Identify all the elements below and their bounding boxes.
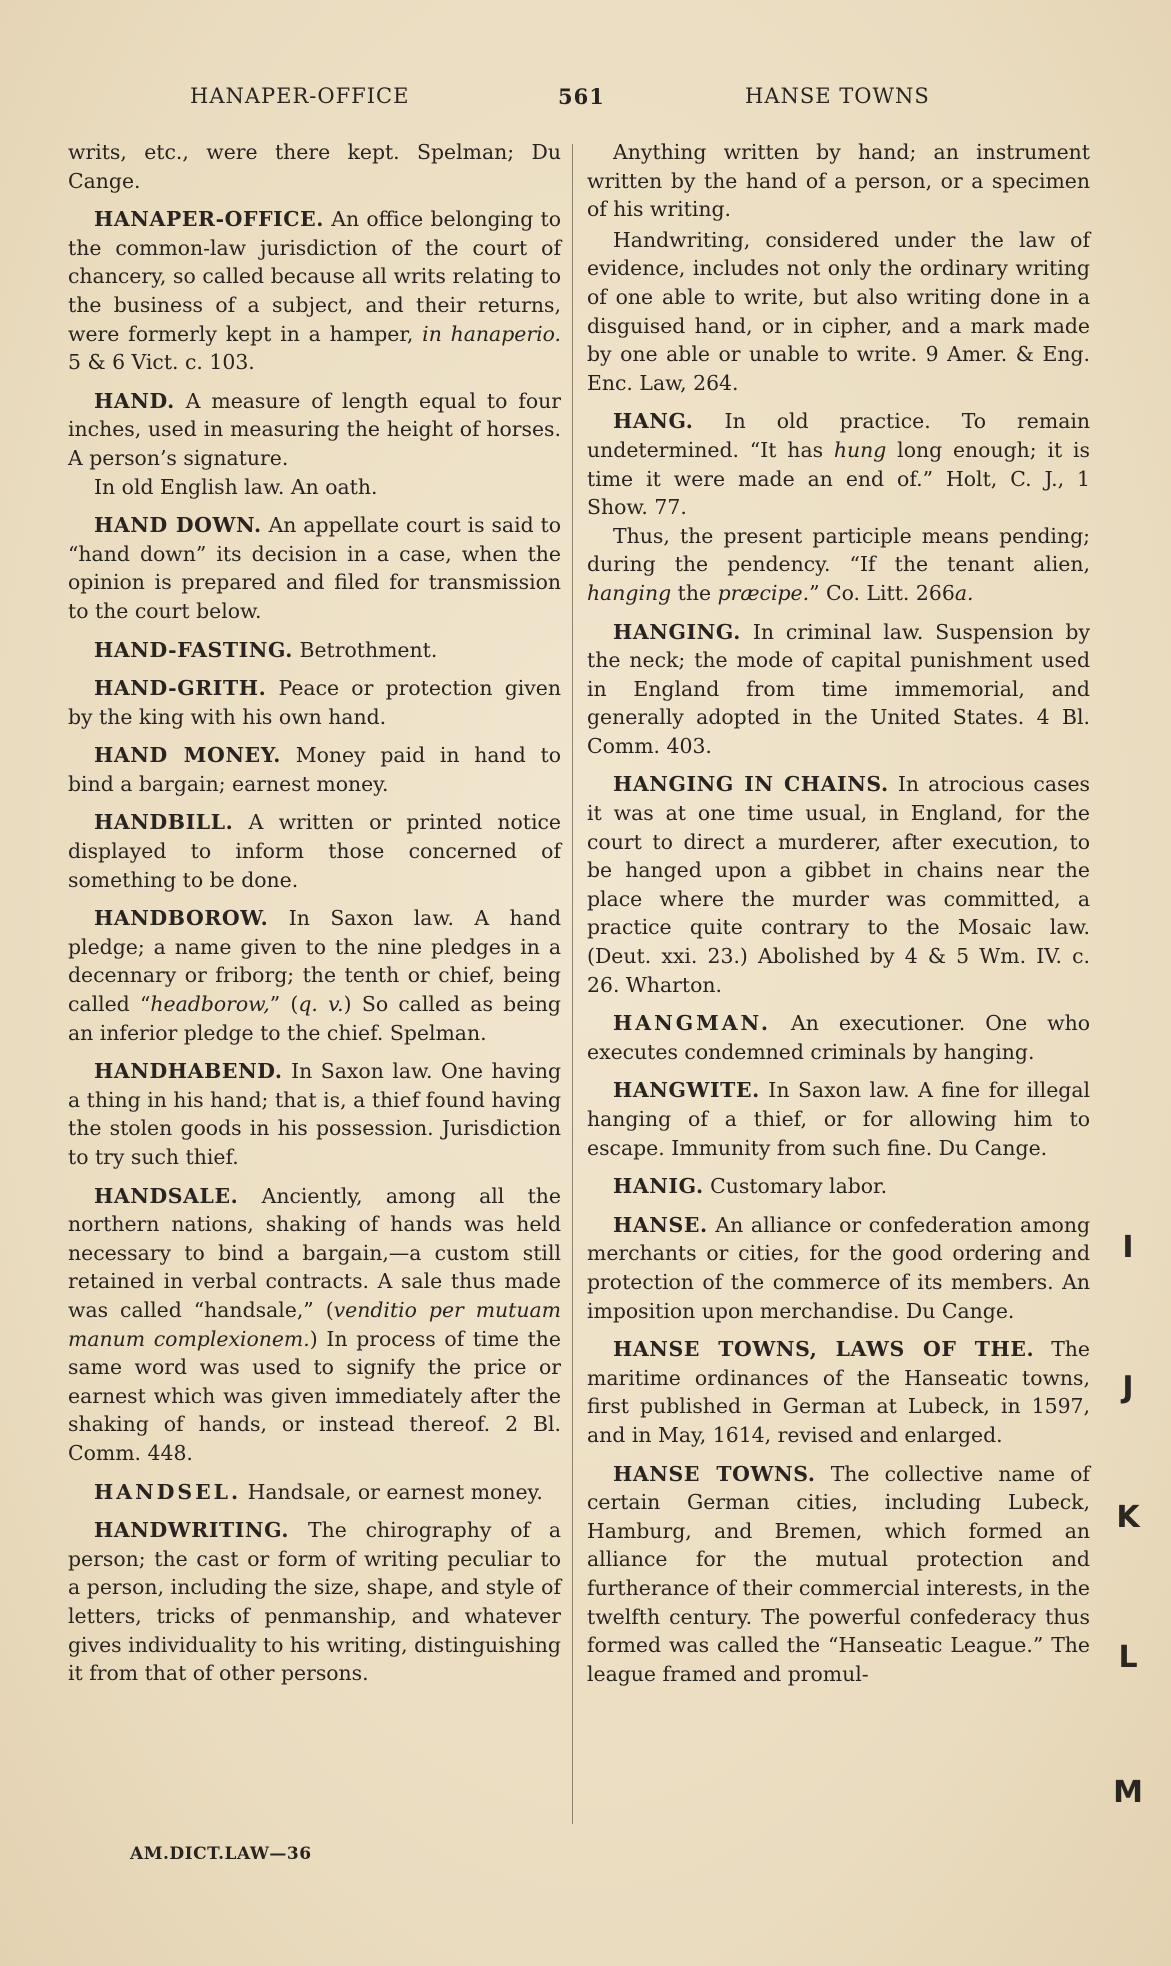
entry-headword: HANGMAN.: [613, 1011, 771, 1036]
entry-headword: HAND-FASTING.: [94, 637, 294, 662]
entry-definition: In criminal law. Suspension by the neck; the mode of capital punishment used in England from time immemorial, and generally adopted in the United States. 4 Bl. Comm. 403.: [587, 619, 1090, 758]
entry-definition: An executioner. One who executes condemned criminals by hanging.: [587, 1011, 1091, 1064]
entry-handsel: [68, 1478, 561, 1507]
entry-hangman: [587, 1009, 1090, 1066]
entry-headword: HANSE TOWNS, LAWS OF THE.: [613, 1337, 1035, 1362]
left-column: [68, 138, 561, 1698]
entry-definition: In Saxon law. A hand pledge; a name given to the nine pledges in a decennary or friborg; the tenth or chief, being called “: [68, 906, 561, 1017]
entry-definition: Money paid in hand to bind a bargain; earnest money.: [68, 743, 562, 796]
entry-definition: The maritime ordinances of the Hanseatic towns, first published in German at Lubeck, in 1597, and in May, 1614, revised and enlarged.: [587, 1337, 1090, 1447]
running-head-left: HANAPER-OFFICE: [190, 84, 410, 108]
entry-italic: præcipe.: [717, 580, 810, 605]
entry-handborow: HANDBOROW. In Saxon law. A hand pledge; a name given to the nine pledges in a decennary or friborg; the tenth or chief, being called “headborow,” (q. v.) So called as being an inferior pledge to the chief. Spelman.: [68, 906, 561, 1045]
entry-italic: q. v.: [298, 992, 344, 1017]
entry-hang: HANG. In old practice. To remain undetermined. “It has hung long enough; it is time it were made an end of.” Holt, C. J., 1 Show. 77. Thus, the present participle means pending; during the pendency. “If the tenant alien, hanging the præcipe.” Co. Litt. 266a.: [587, 407, 1090, 607]
entry-headword: HANGWITE.: [613, 1078, 760, 1103]
entry-headword: HAND DOWN.: [94, 513, 262, 538]
entry-citation: 5 & 6 Vict. c. 103.: [68, 350, 255, 375]
entry-definition: Betrothment.: [299, 637, 438, 662]
entry-hanse-towns-laws: [587, 1335, 1090, 1449]
entry-hand-money: [68, 741, 561, 798]
entry-hanging: [587, 618, 1090, 761]
entry-hanging-in-chains: [587, 770, 1090, 999]
entry-handbill: [68, 808, 561, 894]
entry-headword: HAND MONEY.: [94, 743, 281, 768]
thumb-index-tab-j[interactable]: J: [1122, 1370, 1134, 1405]
entry-handwriting: [68, 1516, 561, 1688]
entry-hanse-towns: [587, 1460, 1090, 1689]
entry-definition: In atrocious cases it was at one time usual, in England, for the court to direct a murderer, after execution, to be hanged upon a gibbet in chains near the place where the murder was committed, a practice quite contrary to the Mosaic law. (Deut. xxi. 23.) Abolished by 4 & 5 Wm. IV. c. 26. Wharton.: [587, 772, 1090, 997]
entry-hand-grith: [68, 674, 561, 731]
entry-subdefinition: Thus, the present participle means pending; during the pendency. “If the tenant alien, hanging the præcipe.” Co. Litt. 266a.: [587, 523, 1090, 605]
entry-handsale: HANDSALE. Anciently, among all the northern nations, shaking of hands was held necessary to bind a bargain,—a custom still retained in verbal contracts. A sale thus made was called “handsale,” (venditio per mutuam manum complexionem.) In process of time the same word was used to signify the price or earnest which was given immediately after the shaking of hands, or instead thereof. 2 Bl. Comm. 448.: [68, 1183, 562, 1465]
entry-definition: In Saxon law. One having a thing in his hand; that is, a thief found having the stolen goods in his possession. Jurisdiction to try such thief.: [68, 1059, 562, 1169]
entry-italic: venditio per mutuam manum complexionem.: [68, 1297, 562, 1351]
entry-italic: in hanaperio.: [422, 321, 561, 346]
signature-mark: AM.DICT.LAW—36: [130, 1844, 312, 1864]
entry-hanse: [587, 1211, 1090, 1325]
thumb-index-tab-l[interactable]: L: [1118, 1640, 1138, 1675]
entry-definition: Handsale, or earnest money.: [247, 1479, 543, 1504]
running-head-right: HANSE TOWNS: [745, 84, 930, 108]
thumb-index-tab-k[interactable]: K: [1116, 1500, 1140, 1535]
entry-hangwite: [587, 1076, 1090, 1162]
entry-italic: hanging: [587, 580, 672, 605]
entry-headword: HANIG.: [613, 1174, 704, 1199]
entry-definition: The collective name of certain German cities, including Lubeck, Hamburg, and Bremen, which formed an alliance for the mutual protection and furtherance of their commercial interests, in the twelfth century. The powerful confederacy thus formed was called the “Hanseatic League.” The league framed and promul-: [587, 1461, 1090, 1686]
entry-italic: hung: [833, 437, 887, 462]
entry-headword: HANSE.: [613, 1212, 708, 1237]
entry-hanaper-office: [68, 205, 561, 377]
entry-hand-down: [68, 511, 561, 625]
entry-italic: headborow,: [150, 992, 270, 1017]
entry-headword: HANAPER-OFFICE.: [94, 207, 324, 232]
continued-text: writs, etc., were there kept. Spelman; Du Cange.: [68, 140, 561, 193]
entry-subdefinition: In old English law. An oath.: [94, 474, 378, 499]
continued-text: Handwriting, considered under the law of evidence, includes not only the ordinary writing of one able to write, but also writing done in a disguised hand, or in cipher, and a mark made by one able or unable to write. 9 Amer. & Eng. Enc. Law, 264.: [587, 227, 1090, 395]
entry-italic: a.: [954, 580, 974, 605]
entry-hanig: [587, 1172, 1090, 1201]
entry-headword: HANDBILL.: [94, 810, 234, 835]
column-divider: [572, 144, 573, 1824]
entry-definition: In Saxon law. A fine for illegal hanging of a thief, or for allowing him to escape. Immunity from such fine. Du Cange.: [587, 1078, 1091, 1160]
entry-headword: HANSE TOWNS.: [613, 1461, 816, 1486]
entry-headword: HANDBOROW.: [94, 906, 269, 931]
entry-hand: [68, 387, 561, 501]
entry-headword: HANDHABEND.: [94, 1059, 283, 1084]
entry-headword: HAND.: [94, 388, 175, 413]
entry-headword: HANDWRITING.: [94, 1518, 290, 1543]
entry-definition: An office belonging to the common-law jurisdiction of the court of chancery, so called because all writs relating to the business of a subject, and their returns, were formerly kept in a hamper,: [68, 207, 562, 346]
entry-headword: HANGING.: [613, 619, 741, 644]
entry-definition: The chirography of a person; the cast or form of writing peculiar to a person, including the size, shape, and style of letters, tricks of penmanship, and whatever gives individuality to his writing, distinguishing it from that of other persons.: [68, 1518, 562, 1686]
entry-definition: An alliance or confederation among merchants or cities, for the good ordering and protection of the commerce of its members. An imposition upon merchandise. Du Cange.: [587, 1212, 1091, 1323]
continued-text: Anything written by hand; an instrument written by the hand of a person, or a specimen of his writing.: [587, 140, 1090, 222]
entry-definition: A written or printed notice displayed to inform those concerned of something to be done.: [68, 810, 561, 892]
entry-headword: HANDSALE.: [94, 1183, 239, 1208]
entry-definition: Customary labor.: [710, 1174, 888, 1199]
entry-definition: In old practice. To remain undetermined. “It has: [587, 409, 1090, 462]
entry-definition: Peace or protection given by the king with his own hand.: [68, 676, 561, 729]
entry-definition: A measure of length equal to four inches, used in measuring the height of horses. A person’s signature.: [68, 388, 561, 470]
entry-headword: HANG.: [613, 409, 694, 434]
entry-headword: HAND-GRITH.: [94, 676, 267, 701]
entry-headword: HANDSEL.: [94, 1479, 242, 1504]
entry-handhabend: [68, 1057, 561, 1171]
entry-definition: An appellate court is said to “hand down” its decision in a case, when the opinion is prepared and filed for transmission to the court below.: [68, 513, 561, 623]
right-column: [587, 138, 1090, 1698]
page-number: 561: [558, 84, 605, 109]
entry-definition: Anciently, among all the northern nations, shaking of hands was held necessary to bind a bargain,—a custom still retained in verbal contracts. A sale thus made was called “handsale,” (: [68, 1183, 562, 1322]
thumb-index-tab-i[interactable]: I: [1122, 1230, 1134, 1265]
thumb-index-tab-m[interactable]: M: [1113, 1775, 1143, 1810]
entry-headword: HANGING IN CHAINS.: [613, 772, 889, 797]
entry-hand-fasting: [68, 636, 561, 665]
